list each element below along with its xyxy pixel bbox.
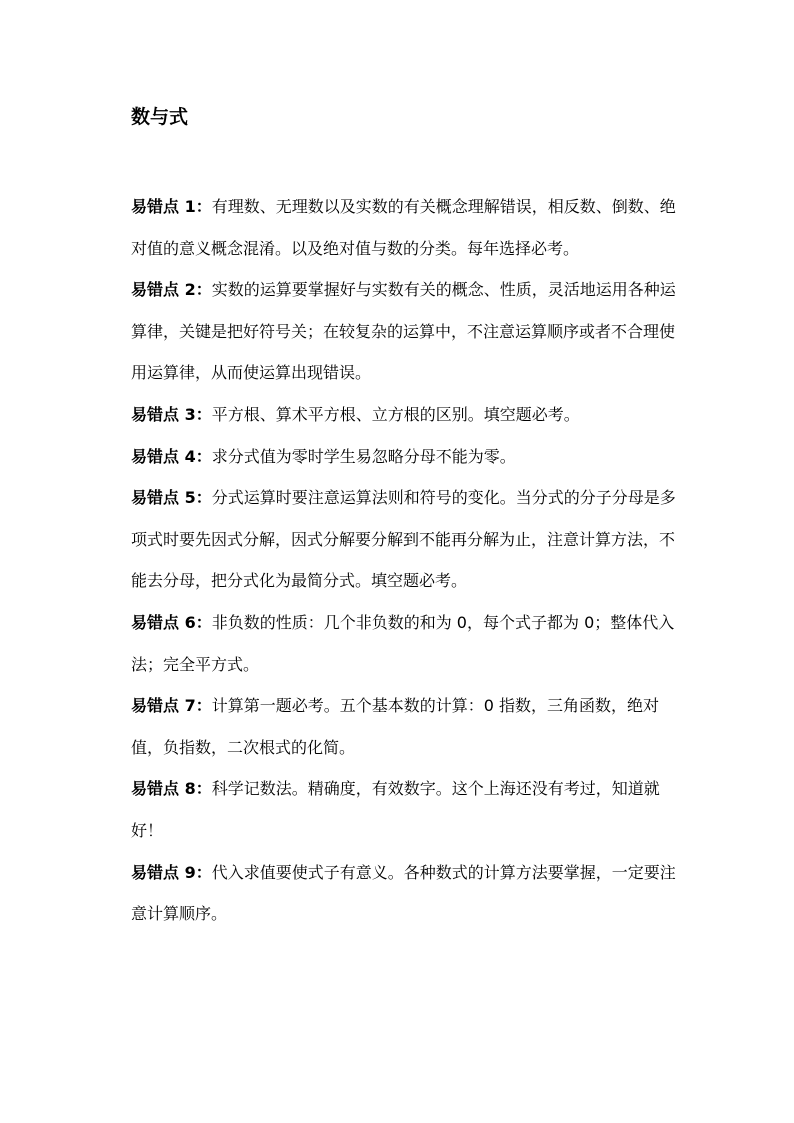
- page-title: 数与式: [131, 106, 189, 128]
- error-point-text: 求分式值为零时学生易忽略分母不能为零。: [211, 446, 516, 466]
- error-point-text: 分式运算时要注意运算法则和符号的变化。当分式的分子分母是多项式时要先因式分解，因式分解要分解到不能再分解为止，注意计算方法，不能去分母，把分式化为最简分式。填空题必考。: [131, 488, 676, 591]
- error-point-text: 实数的运算要掌握好与实数有关的概念、性质，灵活地运用各种运算律，关键是把好符号关；在较复杂的运算中，不注意运算顺序或者不合理使用运算律，从而使运算出现错误。: [131, 280, 676, 383]
- error-point-label: 易错点 8：: [131, 779, 212, 799]
- error-point-label: 易错点 4：: [131, 446, 212, 466]
- error-point-label: 易错点 3：: [131, 404, 212, 424]
- error-point-text: 有理数、无理数以及实数的有关概念理解错误，相反数、倒数、绝对值的意义概念混淆。以及绝对值与数的分类。每年选择必考。: [131, 197, 676, 258]
- error-point-label: 易错点 2：: [131, 280, 212, 300]
- error-point-5: [131, 477, 679, 602]
- error-point-text: 科学记数法。精确度，有效数字。这个上海还没有考过，知道就好！: [131, 779, 660, 840]
- error-point-8: [131, 768, 679, 851]
- error-point-6: [131, 602, 679, 685]
- error-points-list: [131, 186, 679, 935]
- error-point-text: 平方根、算术平方根、立方根的区别。填空题必考。: [211, 404, 580, 424]
- error-point-label: 易错点 5：: [131, 488, 212, 508]
- error-point-3: [131, 394, 679, 436]
- error-point-9: [131, 852, 679, 935]
- error-point-4: [131, 436, 679, 478]
- error-point-text: 代入求值要使式子有意义。各种数式的计算方法要掌握，一定要注意计算顺序。: [131, 862, 676, 924]
- error-point-label: 易错点 7：: [131, 696, 212, 716]
- error-point-label: 易错点 1：: [131, 197, 212, 216]
- error-point-text: 非负数的性质：几个非负数的和为 0，每个式子都为 0；整体代入法；完全平方式。: [131, 612, 675, 674]
- error-point-1: [131, 186, 679, 269]
- error-point-label: 易错点 9：: [131, 862, 212, 882]
- error-point-text: 计算第一题必考。五个基本数的计算：0 指数，三角函数，绝对值，负指数，二次根式的化简。: [131, 696, 659, 757]
- error-point-2: [131, 269, 679, 394]
- error-point-label: 易错点 6：: [131, 612, 212, 632]
- error-point-7: [131, 685, 679, 768]
